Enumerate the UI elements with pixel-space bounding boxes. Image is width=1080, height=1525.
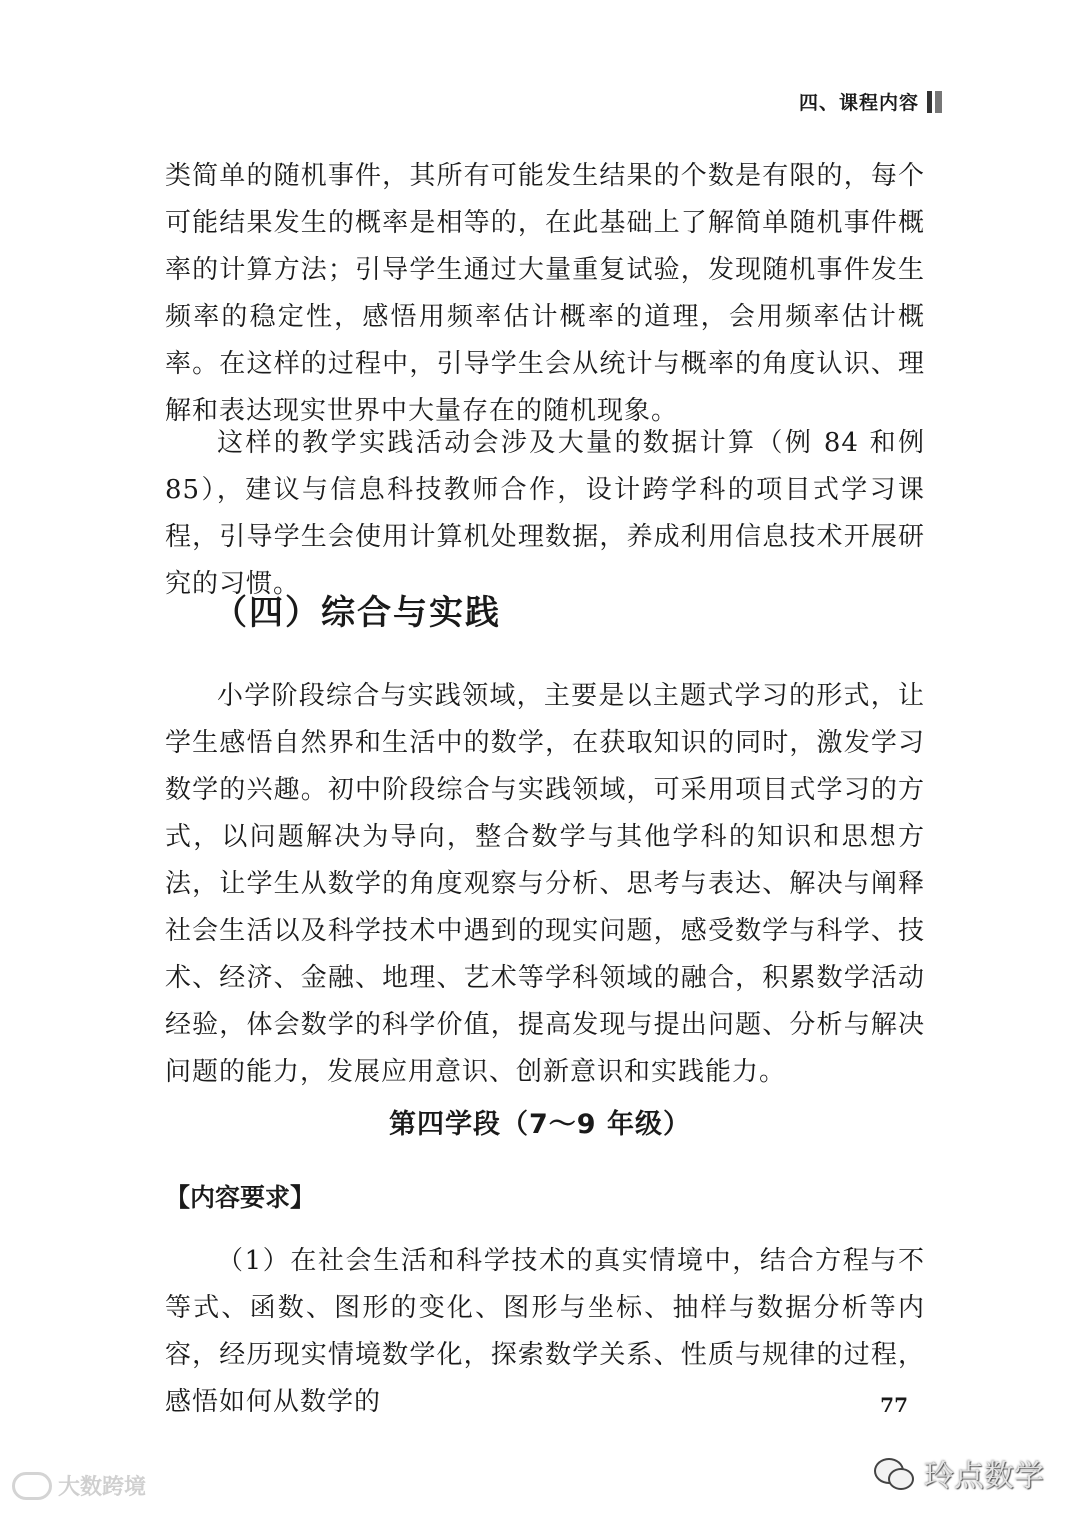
paragraph-text: 类简单的随机事件，其所有可能发生结果的个数是有限的，每个可能结果发生的概率是相等的，在此基础上了解简单随机事件概率的计算方法；引导学生通过大量重复试验，发现随机事件发生频率的稳定性，感悟用频率估计概率的道理，会用频率估计概率。在这样的过程中，引导学生会从统计与概率的角度认识、理解和表达现实世界中大量存在的随机现象。	[165, 161, 925, 426]
paragraph-text: 小学阶段综合与实践领域，主要是以主题式学习的形式，让学生感悟自然界和生活中的数学，在获取知识的同时，激发学习数学的兴趣。初中阶段综合与实践领域，可采用项目式学习的方式，以问题解决为导向，整合数学与其他学科的知识和思想方法，让学生从数学的角度观察与分析、思考与表达、解决与阐释社会生活以及科学技术中遇到的现实问题，感受数学与科学、技术、经济、金融、地理、艺术等学科领域的融合，积累数学活动经验，体会数学的科学价值，提高发现与提出问题、分析与解决问题的能力，发展应用意识、创新意识和实践能力。	[165, 681, 925, 1087]
paragraph-requirement-1	[165, 1238, 925, 1426]
paragraph-data-computation	[165, 420, 925, 608]
watermark-right-text: 玲点数学	[924, 1459, 1044, 1494]
paragraph-integration-practice	[165, 673, 925, 1096]
paragraph-text: （1）在社会生活和科学技术的真实情境中，结合方程与不等式、函数、图形的变化、图形与坐标、抽样与数据分析等内容，经历现实情境数学化，探索数学关系、性质与规律的过程，感悟如何从数学的	[165, 1246, 925, 1417]
page-number: 77	[880, 1393, 908, 1417]
watermark-left	[12, 1470, 146, 1501]
section-heading: （四）综合与实践	[213, 593, 501, 633]
paragraph-probability-continued	[165, 153, 925, 435]
wechat-icon	[874, 1456, 914, 1490]
watermark-left-text: 大数跨境	[58, 1475, 147, 1500]
header-bar-mark	[927, 91, 942, 113]
content-requirement-heading: 【内容要求】	[165, 1183, 316, 1212]
paragraph-text: 这样的教学实践活动会涉及大量的数据计算（例 84 和例 85），建议与信息科技教师合作，设计跨学科的项目式学习课程，引导学生会使用计算机处理数据，养成利用信息技术开展研究的习惯。	[165, 428, 925, 599]
stage-heading: 第四学段（7～9 年级）	[389, 1109, 691, 1140]
running-header	[799, 88, 942, 115]
running-header-title: 四、课程内容	[798, 92, 919, 114]
watermark-right	[874, 1451, 1044, 1495]
watermark-logo-icon	[12, 1472, 52, 1500]
